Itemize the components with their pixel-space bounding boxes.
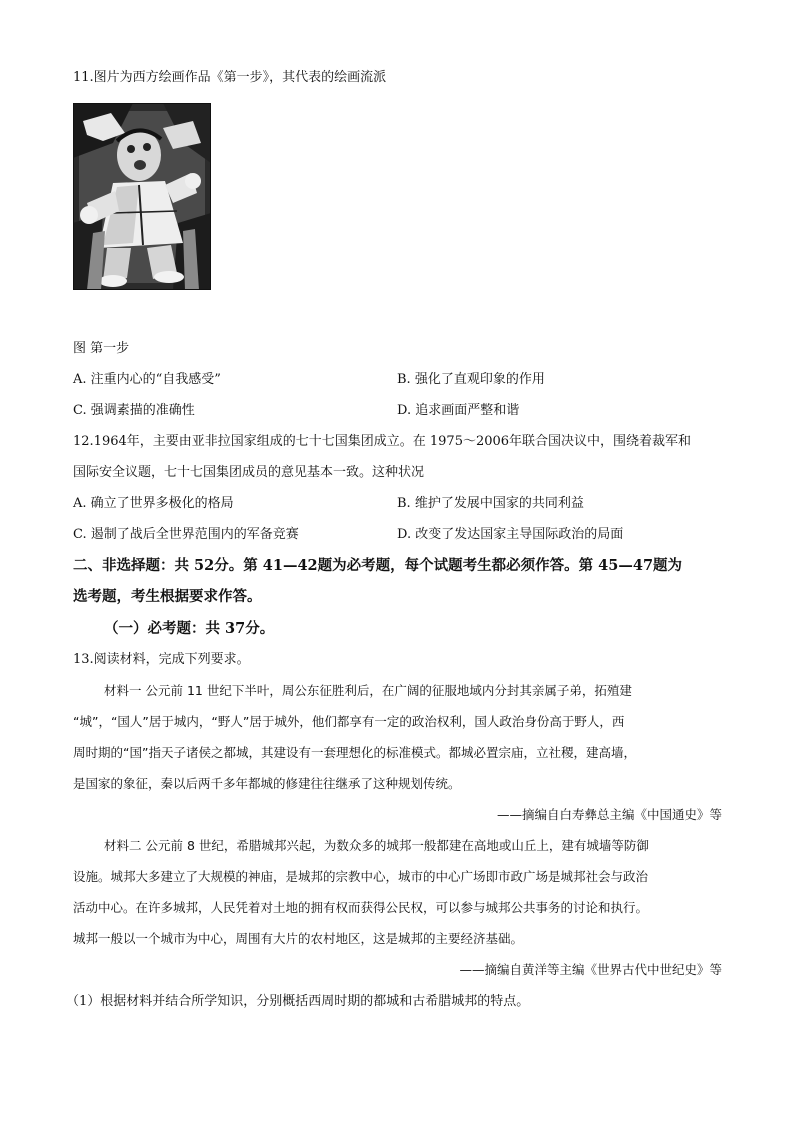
material1-line: “城”，“国人”居于城内，“野人”居于城外，他们都享有一定的政治权利，国人政治身份高于野人，西 (73, 714, 625, 729)
material2-source: ——摘编自黄洋等主编《世界古代中世纪史》等 (459, 962, 722, 977)
material1-line: 材料一 公元前 11 世纪下半叶，周公东征胜利后，在广阔的征服地域内分封其亲属子弟，拓殖建 (104, 683, 632, 698)
q12-stem-line1: 12.1964年，主要由亚非拉国家组成的七十七国集团成立。在 1975～2006年联合国决议中，围绕着裁军和 (73, 434, 692, 449)
q12-option-c: C. 遏制了战后全世界范围内的军备竞赛 (73, 527, 299, 542)
q13-subquestion-1: （1）根据材料并结合所学知识，分别概括西周时期的都城和古希腊城邦的特点。 (66, 994, 530, 1009)
section2-subheading: （一）必考题：共 37分。 (104, 620, 275, 637)
material1-line: 周时期的“国”指天子诸侯之都城，其建设有一套理想化的标准模式。都城必置宗庙，立社稷，建高墙， (73, 745, 636, 760)
q11-option-a: A. 注重内心的“自我感受” (73, 372, 221, 387)
section2-heading-line1: 二、非选择题：共 52分。第 41—42题为必考题，每个试题考生都必须作答。第 45—47题为 (73, 557, 683, 574)
q13-stem: 13.阅读材料，完成下列要求。 (73, 652, 250, 667)
q11-stem: 11.图片为西方绘画作品《第一步》，其代表的绘画流派 (73, 70, 387, 85)
q12-option-d: D. 改变了发达国家主导国际政治的局面 (397, 527, 624, 542)
material1-line: 是国家的象征，秦以后两千多年都城的修建往往继承了这种规划传统。 (73, 776, 461, 791)
painting-first-step-image (73, 103, 211, 290)
q12-option-a: A. 确立了世界多极化的格局 (73, 496, 234, 511)
q11-option-d: D. 追求画面严整和谐 (397, 403, 520, 418)
q11-option-c: C. 强调素描的准确性 (73, 403, 195, 418)
q12-stem-line2: 国际安全议题，七十七国集团成员的意见基本一致。这种状况 (73, 465, 425, 480)
figure-caption: 图 第一步 (73, 341, 130, 356)
material1-source: ——摘编自白寿彝总主编《中国通史》等 (496, 807, 722, 822)
material2-line: 城邦一般以一个城市为中心，周围有大片的农村地区，这是城邦的主要经济基础。 (73, 931, 524, 946)
material2-line: 活动中心。在许多城邦，人民凭着对土地的拥有权而获得公民权，可以参与城邦公共事务的讨论和执行。 (73, 900, 649, 915)
q12-option-b: B. 维护了发展中国家的共同利益 (397, 496, 584, 511)
material2-line: 材料二 公元前 8 世纪，希腊城邦兴起，为数众多的城邦一般都建在高地或山丘上，建有城墙等防御 (104, 838, 649, 853)
material2-line: 设施。城邦大多建立了大规模的神庙，是城邦的宗教中心，城市的中心广场即市政广场是城邦社会与政治 (73, 869, 649, 884)
q11-option-b: B. 强化了直观印象的作用 (397, 372, 545, 387)
section2-heading-line2: 选考题，考生根据要求作答。 (73, 588, 262, 605)
